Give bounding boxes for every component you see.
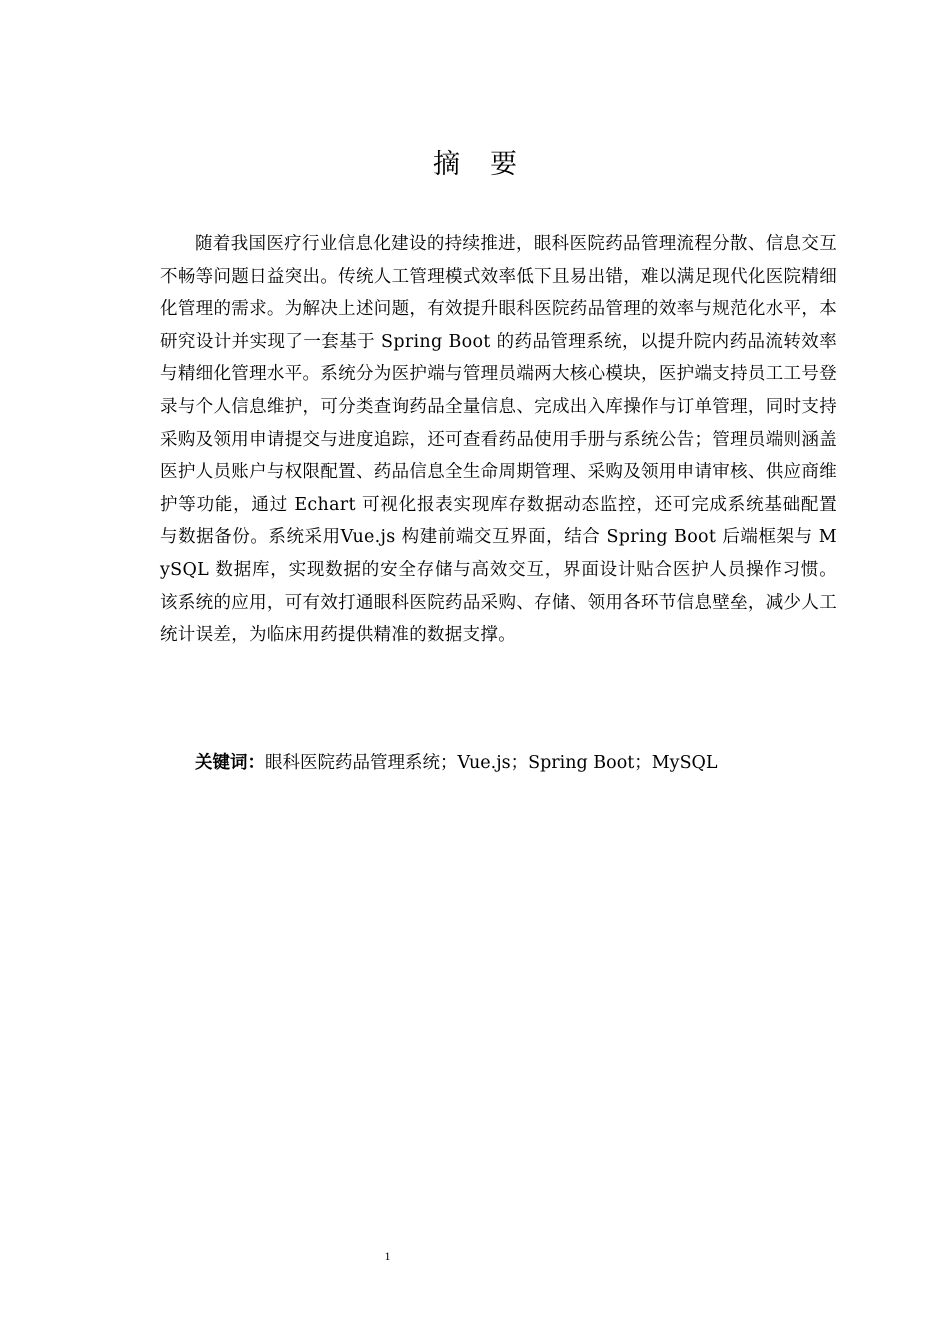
abstract-body: 随着我国医疗行业信息化建设的持续推进，眼科医院药品管理流程分散、信息交互不畅等问题日益突出。传统人工管理模式效率低下且易出错，难以满足现代化医院精细化管理的需求。为解决上述问题，有效提升眼科医院药品管理的效率与规范化水平，本研究设计并实现了一套基于 Spring Boot 的药品管理系统，以提升院内药品流转效率与精细化管理水平。系统分为医护端与管理员端两大核心模块，医护端支持员工工号登录与个人信息维护，可分类查询药品全量信息、完成出入库操作与订单管理，同时支持采购及领用申请提交与进度追踪，还可查看药品使用手册与系统公告；管理员端则涵盖医护人员账户与权限配置、药品信息全生命周期管理、采购及领用申请审核、供应商维护等功能，通过 Echart 可视化报表实现库存数据动态监控，还可完成系统基础配置与数据备份。系统采用Vue.js 构建前端交互界面，结合 Spring Boot 后端框架与 MySQL 数据库，实现数据的安全存储与高效交互，界面设计贴合医护人员操作习惯。该系统的应用，可有效打通眼科医院药品采购、存储、领用各环节信息壁垒，减少人工统计误差，为临床用药提供精准的数据支撑。: [160, 234, 837, 646]
abstract-heading: [0, 146, 950, 184]
keywords-label: 关键词：: [195, 753, 265, 773]
keywords-value: 眼科医院药品管理系统；Vue.js；Spring Boot；MySQL: [265, 753, 718, 773]
page-number: 1: [384, 1249, 391, 1263]
abstract-heading-char-2: 要: [490, 149, 517, 180]
keywords-line: [160, 747, 837, 780]
abstract-heading-char-1: 摘: [433, 149, 460, 180]
